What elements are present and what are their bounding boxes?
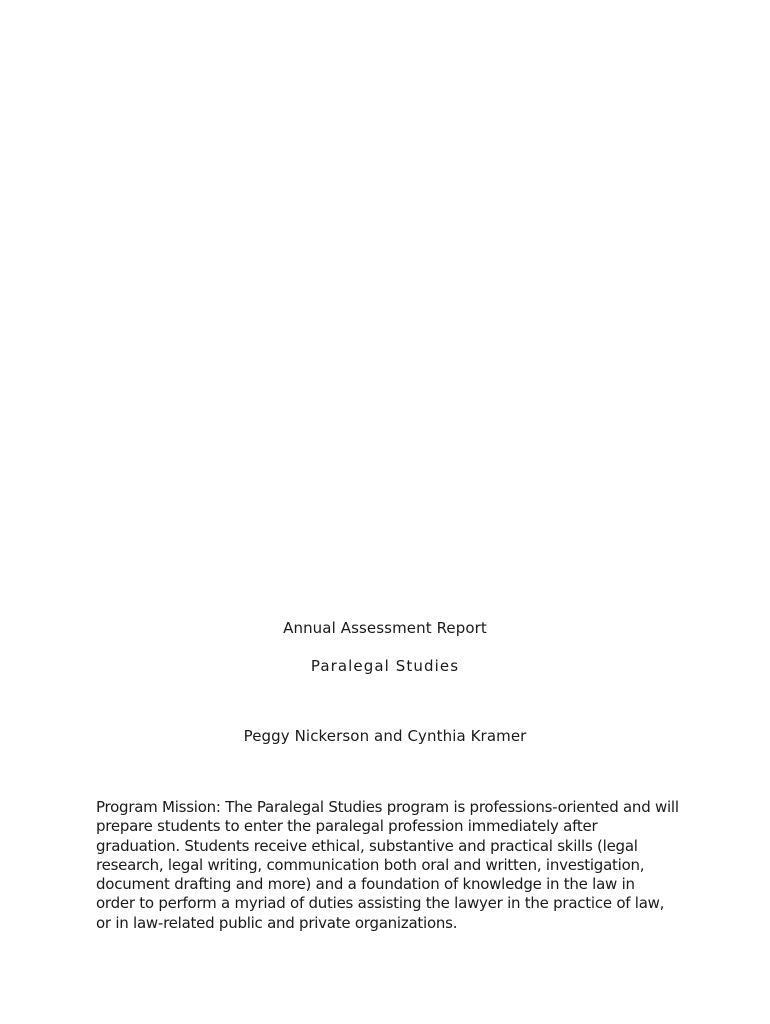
authors-line: Peggy Nickerson and Cynthia Kramer [243,727,527,745]
mission-line: Program Mission: The Paralegal Studies program is professions-oriented and will [96,798,679,816]
program-mission-paragraph [96,798,686,933]
mission-line: or in law-related public and private organizations. [96,913,458,932]
mission-line: prepare students to enter the paralegal profession immediately after [96,817,598,836]
report-title: Annual Assessment Report [283,619,487,637]
mission-line: order to perform a myriad of duties assisting the lawyer in the practice of law, [96,894,665,913]
mission-line: document drafting and more) and a foundation of knowledge in the law in [96,875,635,894]
program-name: Paralegal Studies [310,657,460,675]
mission-line: graduation. Students receive ethical, substantive and practical skills (legal [96,836,638,855]
mission-line: research, legal writing, communication both oral and written, investigation, [96,855,645,874]
